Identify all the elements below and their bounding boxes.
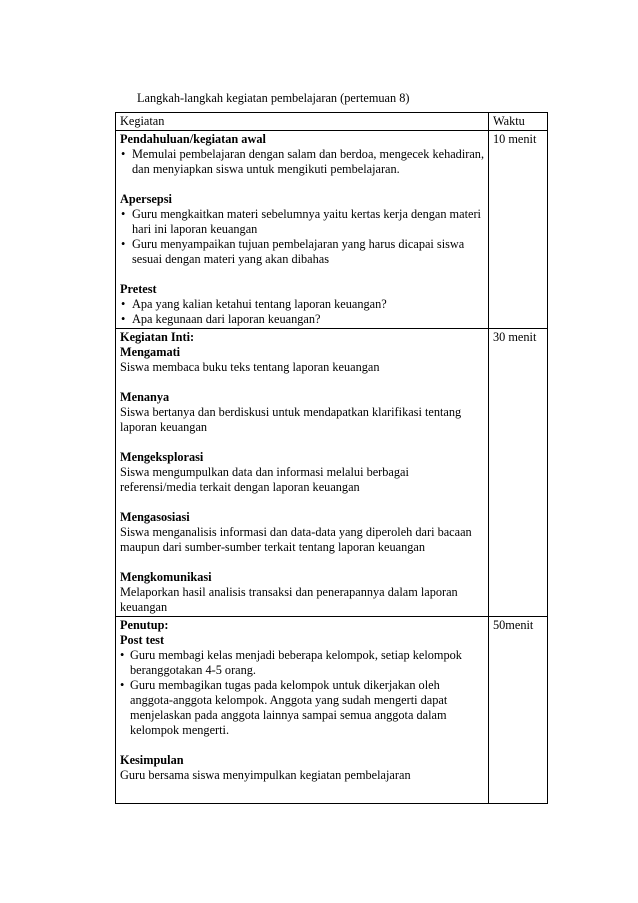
header-kegiatan: Kegiatan [116, 113, 489, 131]
subheading-mengkomunikasi: Mengkomunikasi [120, 570, 212, 584]
list-item: • Memulai pembelajaran dengan salam dan berdoa, mengecek kehadiran, dan menyiapkan siswa untuk mengikuti pembelajaran. [120, 147, 485, 177]
lesson-plan-table [115, 112, 548, 804]
pretest-bullet-list [120, 297, 485, 327]
page-title: Langkah-langkah kegiatan pembelajaran (pertemuan 8) [137, 91, 410, 105]
table-row [116, 131, 548, 329]
header-waktu: Waktu [489, 113, 548, 131]
kegiatan-cell-pendahuluan [116, 131, 489, 329]
post-test-bullet-list [120, 648, 485, 738]
waktu-cell-penutup: 50menit [489, 617, 548, 804]
subheading-post-test: Post test [120, 633, 165, 647]
text-mengasosiasi: Siswa menganalisis informasi dan data-data yang diperoleh dari bacaan maupun dari sumber-sumber terkait tentang laporan keuangan [120, 525, 472, 554]
text-kesimpulan: Guru bersama siswa menyimpulkan kegiatan pembelajaran [120, 768, 411, 782]
apersepsi-bullet-list [120, 207, 485, 267]
text-mengkomunikasi: Melaporkan hasil analisis transaksi dan penerapannya dalam laporan keuangan [120, 585, 458, 614]
subheading-kesimpulan: Kesimpulan [120, 753, 184, 767]
subheading-menanya: Menanya [120, 390, 170, 404]
subheading-mengasosiasi: Mengasosiasi [120, 510, 190, 524]
list-item: • Guru membagikan tugas pada kelompok untuk dikerjakan oleh anggota-anggota kelompok. Anggota yang sudah mengerti dapat menjelaskan pada anggota lainnya sampai semua anggota dalam kelompok mengerti. [120, 678, 485, 738]
waktu-cell-pendahuluan: 10 menit [489, 131, 548, 329]
list-item: • Apa yang kalian ketahui tentang laporan keuangan? [120, 297, 485, 312]
subheading-mengamati: Mengamati [120, 345, 181, 359]
kegiatan-cell-penutup [116, 617, 489, 804]
intro-bullet-list [120, 147, 485, 177]
section-heading-pretest: Pretest [120, 282, 157, 296]
section-heading-inti: Kegiatan Inti: [120, 330, 195, 344]
subheading-mengeksplorasi: Mengeksplorasi [120, 450, 204, 464]
waktu-cell-inti: 30 menit [489, 329, 548, 617]
table-row [116, 329, 548, 617]
text-mengeksplorasi: Siswa mengumpulkan data dan informasi melalui berbagai referensi/media terkait dengan laporan keuangan [120, 465, 409, 494]
table-header-row [116, 113, 548, 131]
list-item: • Guru membagi kelas menjadi beberapa kelompok, setiap kelompok beranggotakan 4-5 orang. [120, 648, 485, 678]
section-heading-penutup: Penutup: [120, 618, 169, 632]
list-item: • Apa kegunaan dari laporan keuangan? [120, 312, 485, 327]
section-heading-pendahuluan: Pendahuluan/kegiatan awal [120, 132, 266, 146]
list-item: • Guru menyampaikan tujuan pembelajaran yang harus dicapai siswa sesuai dengan materi yang akan dibahas [120, 237, 485, 267]
text-mengamati: Siswa membaca buku teks tentang laporan keuangan [120, 360, 380, 374]
table-row [116, 617, 548, 804]
kegiatan-cell-inti [116, 329, 489, 617]
section-heading-apersepsi: Apersepsi [120, 192, 172, 206]
text-menanya: Siswa bertanya dan berdiskusi untuk mendapatkan klarifikasi tentang laporan keuangan [120, 405, 462, 434]
list-item: • Guru mengkaitkan materi sebelumnya yaitu kertas kerja dengan materi hari ini laporan keuangan [120, 207, 485, 237]
